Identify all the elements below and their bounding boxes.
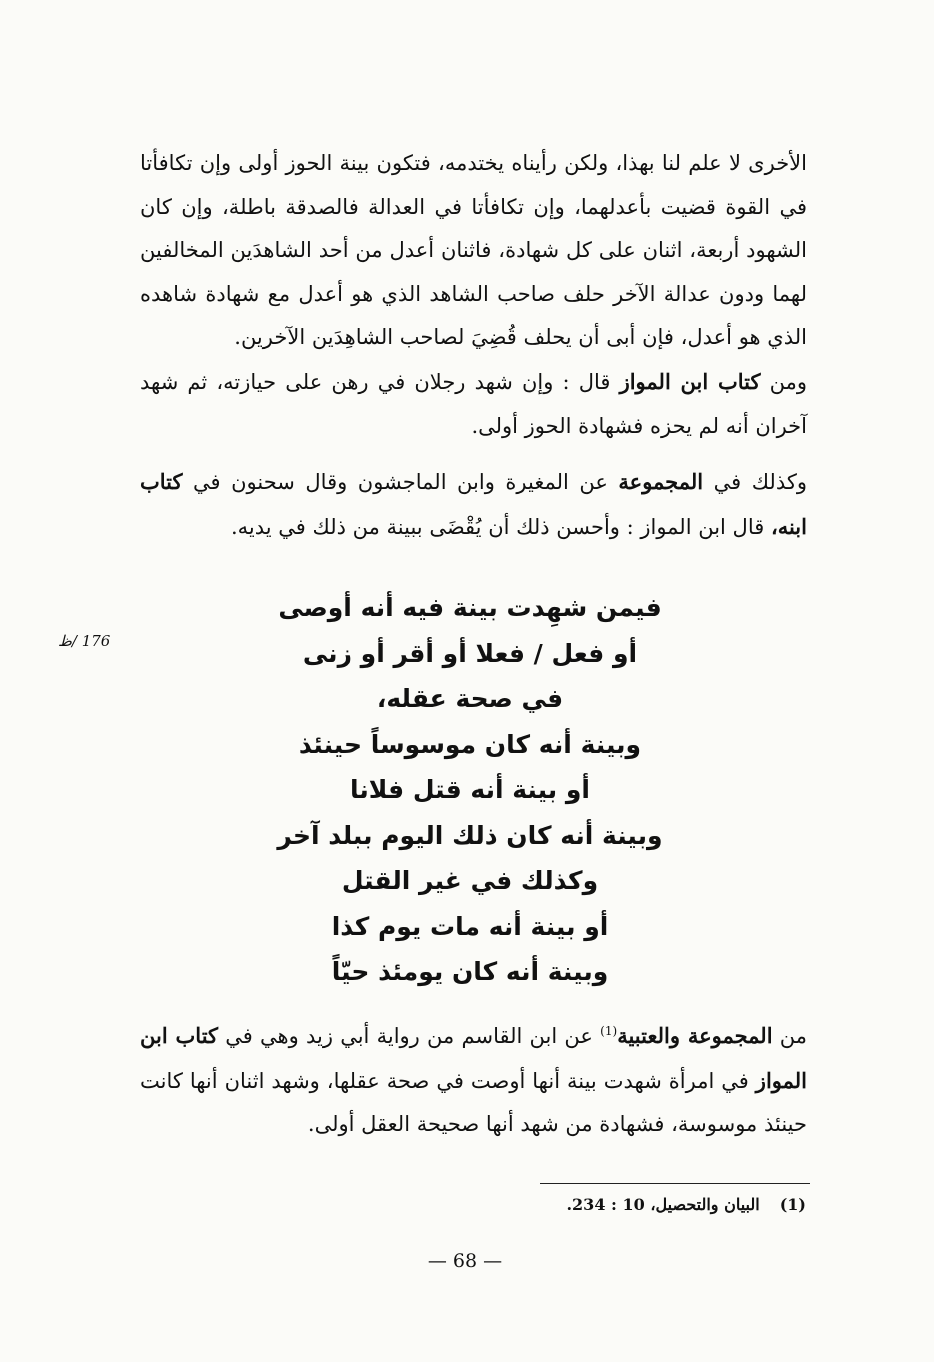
heading-line: فيمن شهِدت بينة فيه أنه أوصى [278, 593, 662, 622]
book-title-majmua-utbiyya: المجموعة والعتبية [617, 1023, 773, 1048]
heading-line: وبينة أنه كان موسوساً حينئذ [298, 729, 642, 759]
heading-line: أو بينة أنه مات يوم كذا [331, 911, 609, 941]
manuscript-folio-note: 176 /ظ [58, 632, 111, 650]
heading-line: في صحة عقله، [376, 684, 564, 713]
footnote-text: البيان والتحصيل، 10 : 234. [566, 1195, 760, 1214]
paragraph-1 [140, 142, 807, 360]
paragraph-4-rest: في امرأة شهدت بينة أنها أوصت في صحة عقلها، وشهد اثنان أنها كانت حينئذ موسوسة، فشهادة من شهد أنها صحيحة العقل أولى. [140, 1068, 807, 1136]
paragraph-2-lead: ومن [760, 370, 807, 394]
page-number: — 68 — [427, 1250, 503, 1272]
footnote-number: (1) [779, 1195, 806, 1214]
paragraph-4-lead: من [772, 1024, 807, 1048]
paragraph-3 [140, 460, 807, 549]
paragraph-1-text: الأخرى لا علم لنا بهذا، ولكن رأيناه يختدمه، فتكون بينة الحوز أولى وإن تكافأتا في القوة قضيت بأعدلهما، وإن تكافأتا في العدالة فالصدقة باطلة، وإن كان الشهود أربعة، اثنان على كل شهادة، فاثنان أعدل من أحد الشاهدَين المخالفين لهما ودون عدالة الآخر حلف صاحب الشاهد الذي هو أعدل مع شهادة شاهده الذي هو أعدل، فإن أبى أن يحلف قُضِيَ لصاحب الشاهِدَين الآخرين. [140, 151, 807, 349]
book-title-ibn-al-mawwaz-2: كتاب ابن المواز [140, 1023, 807, 1093]
paragraph-4-mid: عن ابن القاسم من رواية أبي زيد وهي في [218, 1024, 601, 1048]
heading-line: أو بينة أنه قتل فلانا [349, 775, 590, 804]
footnote [500, 1195, 806, 1214]
paragraph-2 [140, 360, 807, 448]
paragraph-4 [140, 1010, 807, 1147]
paragraph-3-lead: وكذلك في [703, 470, 807, 494]
heading-line: وكذلك في غير القتل [341, 866, 599, 895]
section-heading [230, 585, 710, 995]
footnote-reference: (1) [600, 1024, 618, 1038]
footnote-divider [540, 1183, 810, 1184]
heading-line: وبينة أنه كان ذلك اليوم ببلد آخر [277, 820, 663, 850]
book-title-kitab-ibnihi: كتاب ابنه، [140, 469, 807, 539]
paragraph-3-mid: عن المغيرة وابن الماجشون وقال سحنون في [182, 470, 619, 494]
book-title-majmua: المجموعة [618, 469, 704, 494]
paragraph-2-rest: قال : وإن شهد رجلان في رهن على حيازته، ثم شهد آخران أنه لم يحزه فشهادة الحوز أولى. [140, 370, 807, 438]
paragraph-3-rest: قال ابن المواز : وأحسن ذلك أن يُقْضَى ببينة من ذلك في يديه. [230, 514, 771, 539]
book-title-ibn-al-mawwaz: كتاب ابن المواز [619, 369, 761, 394]
heading-line: أو فعل / فعلا أو أقر أو زنى [302, 638, 638, 668]
heading-line: وبينة أنه كان يومئذ حيّاً [331, 957, 609, 986]
